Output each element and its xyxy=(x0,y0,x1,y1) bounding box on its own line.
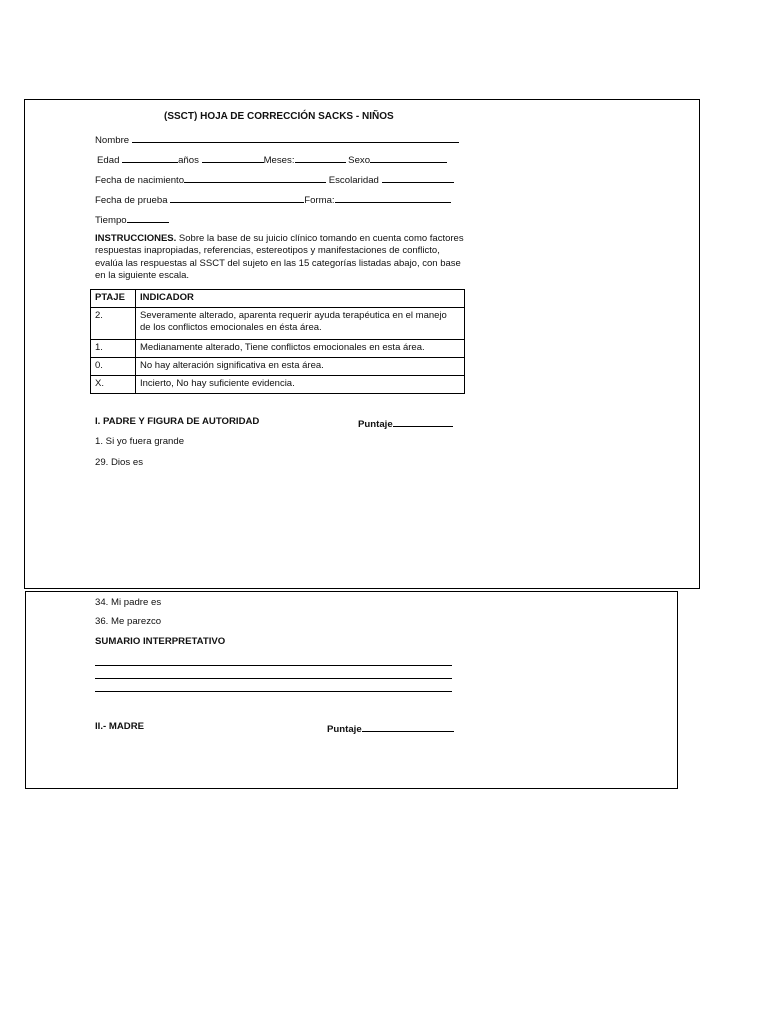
form-label: Forma: xyxy=(304,195,335,206)
form-field[interactable] xyxy=(335,192,451,203)
section-1-title: I. PADRE Y FIGURA DE AUTORIDAD xyxy=(95,416,260,427)
test-date-field[interactable] xyxy=(170,192,304,203)
months-label: Meses: xyxy=(263,155,295,166)
header-ptaje: PTAJE xyxy=(91,290,136,308)
schooling-field[interactable] xyxy=(382,172,454,183)
form-title: (SSCT) HOJA DE CORRECCIÓN SACKS - NIÑOS xyxy=(164,111,394,122)
header-indicador: INDICADOR xyxy=(136,290,465,308)
form-page-1 xyxy=(24,99,700,589)
time-field[interactable] xyxy=(127,212,169,223)
instructions-text: Sobre la base de su juicio clínico tomando en cuenta como factores respuestas inapropiadas, referencias, estereotipos y manifestaciones de conflicto, evalúa las respuestas al SSCT del sujeto en las 15 categorías listadas abajo, con base en la siguiente escala. xyxy=(95,233,464,282)
score-cell: 1. xyxy=(91,340,136,358)
test-date-row xyxy=(95,192,451,207)
time-label: Tiempo xyxy=(95,215,127,226)
instructions-label: INSTRUCCIONES. xyxy=(95,233,177,244)
form-page-2 xyxy=(25,591,678,789)
table-header-row xyxy=(91,290,465,308)
months-field[interactable] xyxy=(295,152,346,163)
section-2-score-label: Puntaje xyxy=(327,724,362,735)
score-cell: X. xyxy=(91,376,136,394)
years-label: años xyxy=(178,155,199,166)
age-row xyxy=(97,152,447,167)
list-item: 1. Si yo fuera grande xyxy=(95,436,185,447)
section-1-score-row xyxy=(358,416,453,431)
list-item: 29. Dios es xyxy=(95,457,143,466)
age-field[interactable] xyxy=(122,152,178,163)
test-date-label: Fecha de prueba xyxy=(95,195,168,206)
indicator-cell: Severamente alterado, aparenta requerir ayuda terapéutica en el manejo de los conflictos emocionales en ésta área. xyxy=(136,308,465,340)
instructions-paragraph xyxy=(95,233,465,283)
scale-table xyxy=(90,289,465,394)
table-row xyxy=(91,358,465,376)
table-row xyxy=(91,308,465,340)
indicator-cell: Medianamente alterado, Tiene conflictos emocionales en esta área. xyxy=(136,340,465,358)
section-2-title: II.- MADRE xyxy=(95,721,145,732)
indicator-cell: No hay alteración significativa en esta área. xyxy=(136,358,465,376)
indicator-cell: Incierto, No hay suficiente evidencia. xyxy=(136,376,465,394)
sex-field[interactable] xyxy=(370,152,447,163)
birthdate-label: Fecha de nacimiento xyxy=(95,175,185,186)
summary-line[interactable] xyxy=(95,665,452,666)
list-item: 36. Me parezco xyxy=(95,616,162,627)
summary-line[interactable] xyxy=(95,678,452,679)
schooling-label: Escolaridad xyxy=(328,175,379,186)
birthdate-row xyxy=(95,172,454,187)
section-2-score-row xyxy=(327,721,454,736)
score-cell: 2. xyxy=(91,308,136,340)
name-row xyxy=(95,132,459,147)
age-label: Edad xyxy=(97,155,120,166)
years-field[interactable] xyxy=(202,152,264,163)
summary-title: SUMARIO INTERPRETATIVO xyxy=(95,636,226,647)
list-item: 34. Mi padre es xyxy=(95,597,162,608)
name-label: Nombre xyxy=(95,135,130,146)
sex-label: Sexo xyxy=(348,155,371,166)
table-row xyxy=(91,340,465,358)
birthdate-field[interactable] xyxy=(184,172,326,183)
section-1-score-field[interactable] xyxy=(393,416,453,427)
summary-line[interactable] xyxy=(95,691,452,692)
section-2-score-field[interactable] xyxy=(362,721,454,732)
name-field[interactable] xyxy=(132,132,459,143)
section-1-score-label: Puntaje xyxy=(358,419,393,430)
table-row xyxy=(91,376,465,394)
score-cell: 0. xyxy=(91,358,136,376)
time-row xyxy=(95,212,169,227)
